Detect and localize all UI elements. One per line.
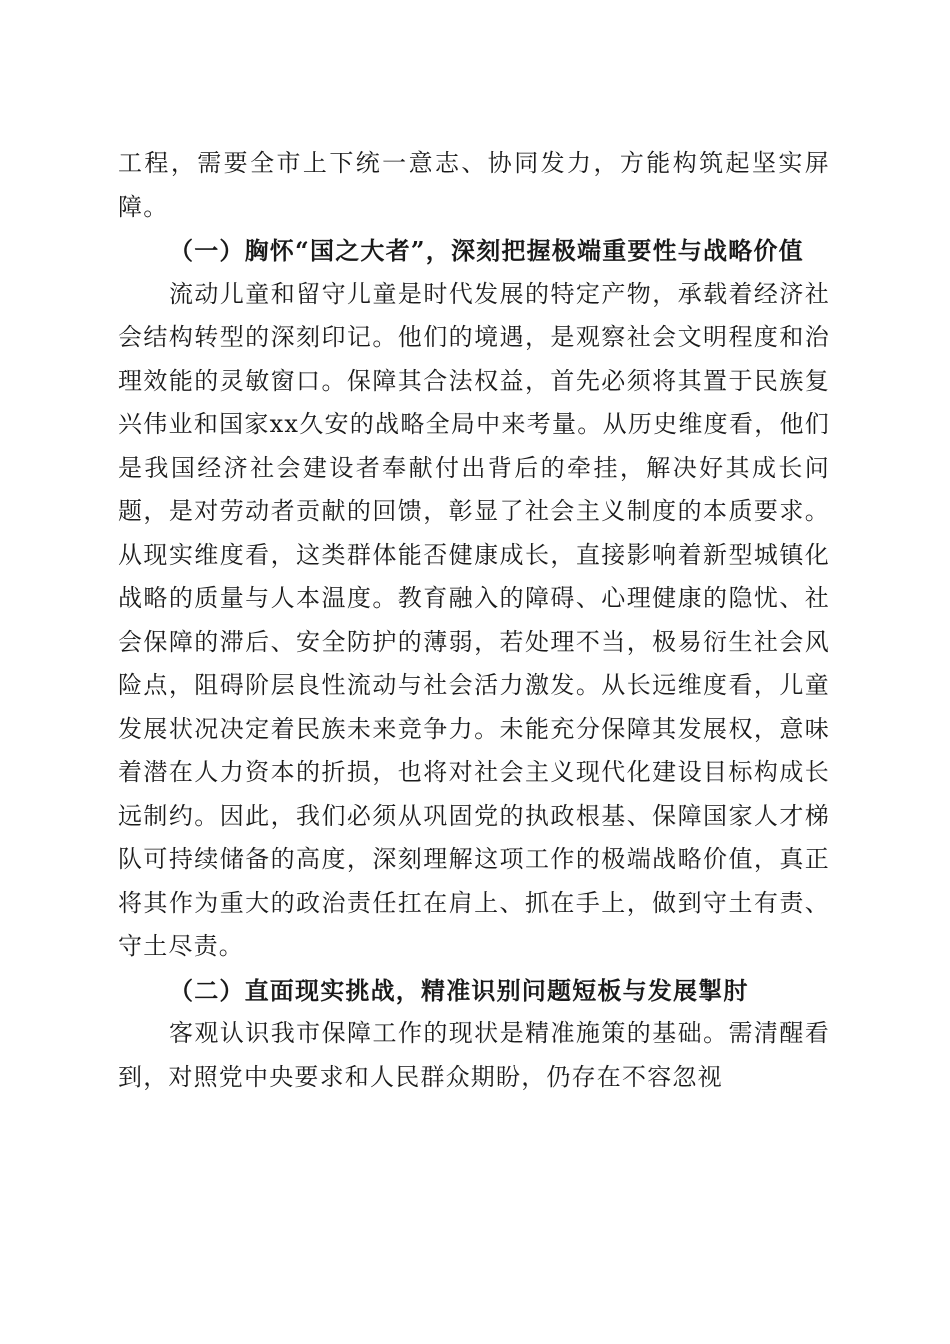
paragraph-strategic-value: 流动儿童和留守儿童是时代发展的特定产物，承载着经济社会结构转型的深刻印记。他们的境遇，是观察社会文明程度和治理效能的灵敏窗口。保障其合法权益，首先必须将其置于民族复兴伟业和国家xx久安的战略全局中来考量。从历史维度看，他们是我国经济社会建设者奉献付出背后的牵挂，解决好其成长问题，是对劳动者贡献的回馈，彰显了社会主义制度的本质要求。从现实维度看，这类群体能否健康成长，直接影响着新型城镇化战略的质量与人本温度。教育融入的障碍、心理健康的隐忧、社会保障的滞后、安全防护的薄弱，若处理不当，极易衍生社会风险点，阻碍阶层良性流动与社会活力激发。从长远维度看，儿童发展状况决定着民族未来竞争力。未能充分保障其发展权，意味着潜在人力资本的折损，也将对社会主义现代化建设目标构成长远制约。因此，我们必须从巩固党的执政根基、保障国家人才梯队可持续储备的高度，深刻理解这项工作的极端战略价值，真正将其作为重大的政治责任扛在肩上、抓在手上，做到守土有责、守土尽责。	[118, 279, 830, 960]
paragraph-current-status: 客观认识我市保障工作的现状是精准施策的基础。需清醒看到，对照党中央要求和人民群众期盼，仍存在不容忽视	[118, 1019, 830, 1091]
paragraph-continuation: 工程，需要全市上下统一意志、协同发力，方能构筑起坚实屏障。	[118, 149, 830, 221]
section-heading-two: （二）直面现实挑战，精准识别问题短板与发展掣肘	[169, 975, 749, 1005]
document-body	[118, 142, 830, 1099]
section-heading-one: （一）胸怀“国之大者”，深刻把握极端重要性与战略价值	[169, 236, 804, 265]
